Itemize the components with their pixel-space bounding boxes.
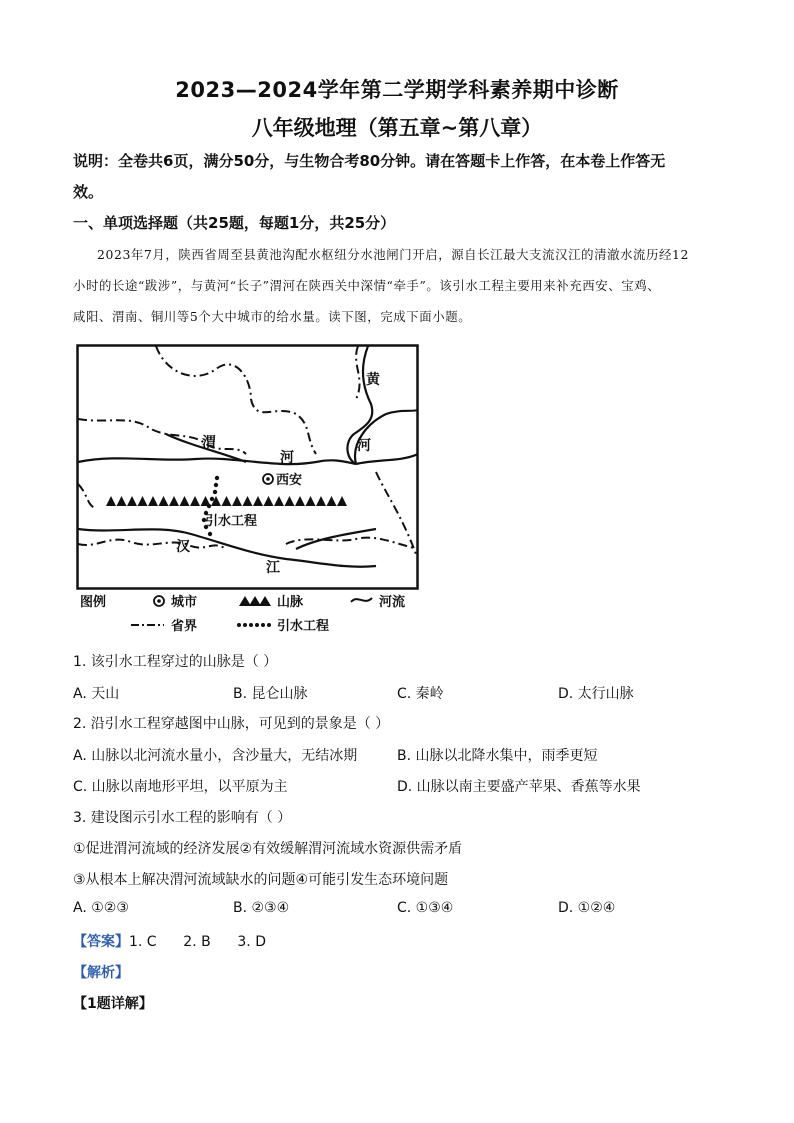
answer-label: 【答案】 <box>73 934 129 950</box>
legend-project: 引水工程 <box>277 619 330 634</box>
legend-route-dot <box>249 623 253 627</box>
route-dot <box>210 497 214 501</box>
map-label-huang: 黄 <box>366 372 380 388</box>
mountain-peak <box>222 496 232 506</box>
mountain-peak <box>274 496 284 506</box>
legend-route-dot <box>237 623 241 627</box>
map-label-han: 汉 <box>176 539 190 555</box>
mountain-peak <box>138 496 148 506</box>
mountain-peak <box>106 496 116 506</box>
map-legend <box>80 594 405 634</box>
legend-mountain: 山脉 <box>277 595 304 610</box>
answer-text: 1. C 2. B 3. D <box>129 934 266 950</box>
mountain-peak <box>253 496 263 506</box>
question-3-item-line-1: ①促进渭河流域的经济发展②有效缓解渭河流域水资源供需矛盾 <box>73 841 463 857</box>
mountain-peak <box>316 496 326 506</box>
instructions-line-2: 效。 <box>73 183 104 201</box>
mountain-peak <box>117 496 127 506</box>
route-dot <box>213 490 217 494</box>
route-dot <box>207 504 211 508</box>
mountain-peak <box>306 496 316 506</box>
legend-route-dot <box>261 623 265 627</box>
mountain-peak <box>295 496 305 506</box>
map-label-he: 河 <box>357 438 371 454</box>
legend-city: 城市 <box>171 595 198 610</box>
mountain-peak <box>190 496 200 506</box>
question-3-stem: 3. 建设图示引水工程的影响有（ ） <box>73 810 292 826</box>
question-1-option-b[interactable]: B. 昆仑山脉 <box>233 686 308 702</box>
route-dot <box>214 483 218 487</box>
passage-line-3: 咸阳、渭南、铜川等5个大中城市的给水量。读下图，完成下面小题。 <box>73 309 472 324</box>
legend-route-dot <box>255 623 259 627</box>
map-label-wei: 渭 <box>202 435 216 451</box>
mountain-range-qinling <box>106 496 347 506</box>
question-2-option-b[interactable]: B. 山脉以北降水集中，雨季更短 <box>397 748 598 764</box>
map-label-jiang: 江 <box>266 560 280 576</box>
mountain-peak <box>337 496 347 506</box>
legend-title: 图例 <box>80 595 107 610</box>
document-subtitle: 八年级地理（第五章~第八章） <box>251 116 543 140</box>
legend-river-icon <box>351 598 372 602</box>
question-2-option-c[interactable]: C. 山脉以南地形平坦，以平原为主 <box>73 779 288 795</box>
legend-boundary: 省界 <box>171 619 198 634</box>
instructions-line-1: 说明：全卷共6页，满分50分，与生物合考80分钟。请在答题卡上作答，在本卷上作答无 <box>73 152 666 170</box>
question-3-option-b[interactable]: B. ②③④ <box>233 900 290 916</box>
map-label-xian: 西安 <box>276 473 303 488</box>
document-title: 2023—2024学年第二学期学科素养期中诊断 <box>175 78 619 102</box>
map-figure <box>76 344 421 634</box>
question-2-option-d[interactable]: D. 山脉以南主要盛产苹果、香蕉等水果 <box>397 779 641 795</box>
answer-line <box>73 931 266 951</box>
mountain-peak <box>127 496 137 506</box>
legend-mountain-icon <box>239 596 271 606</box>
mountain-peak <box>169 496 179 506</box>
map-label-wei-he: 河 <box>280 450 294 466</box>
mountain-peak <box>159 496 169 506</box>
legend-project-icon <box>237 623 271 627</box>
route-dot <box>215 476 219 480</box>
question-1-option-a[interactable]: A. 天山 <box>73 686 120 702</box>
mountain-peak <box>264 496 274 506</box>
legend-route-dot <box>243 623 247 627</box>
legend-route-dot <box>267 623 271 627</box>
question-1-option-c[interactable]: C. 秦岭 <box>397 686 444 702</box>
question-2-stem: 2. 沿引水工程穿越图中山脉，可见到的景象是（ ） <box>73 716 390 732</box>
passage-line-1: 2023年7月，陕西省周至县黄池沟配水枢纽分水池闸门开启，源自长江最大支流汉江的清澈水流历经12 <box>97 247 689 262</box>
question-3-option-c[interactable]: C. ①③④ <box>397 900 454 916</box>
detail-label: 【1题详解】 <box>73 996 153 1012</box>
section-heading: 一、单项选择题（共25题，每题1分，共25分） <box>73 214 396 232</box>
mountain-peak <box>243 496 253 506</box>
question-3-item-line-2: ③从根本上解决渭河流域缺水的问题④可能引发生态环境问题 <box>73 872 449 888</box>
mountain-peak <box>327 496 337 506</box>
question-3-option-d[interactable]: D. ①②④ <box>558 900 616 916</box>
mountain-peak <box>148 496 158 506</box>
map-label-project: 引水工程 <box>205 514 258 529</box>
route-dot <box>208 532 212 536</box>
mountain-peak <box>285 496 295 506</box>
question-3-option-a[interactable]: A. ①②③ <box>73 900 129 916</box>
question-1-option-d[interactable]: D. 太行山脉 <box>558 686 634 702</box>
question-2-option-a[interactable]: A. 山脉以北河流水量小，含沙量大，无结冰期 <box>73 748 358 764</box>
mountain-peak <box>180 496 190 506</box>
question-1-stem: 1. 该引水工程穿过的山脉是（ ） <box>73 654 278 670</box>
mountain-peak <box>232 496 242 506</box>
legend-river: 河流 <box>379 595 406 610</box>
analysis-label: 【解析】 <box>73 965 129 981</box>
passage-line-2: 小时的长途“跋涉”，与黄河“长子”渭河在陕西关中深情“牵手”。该引水工程主要用来补充西安、宝鸡、 <box>73 278 661 293</box>
